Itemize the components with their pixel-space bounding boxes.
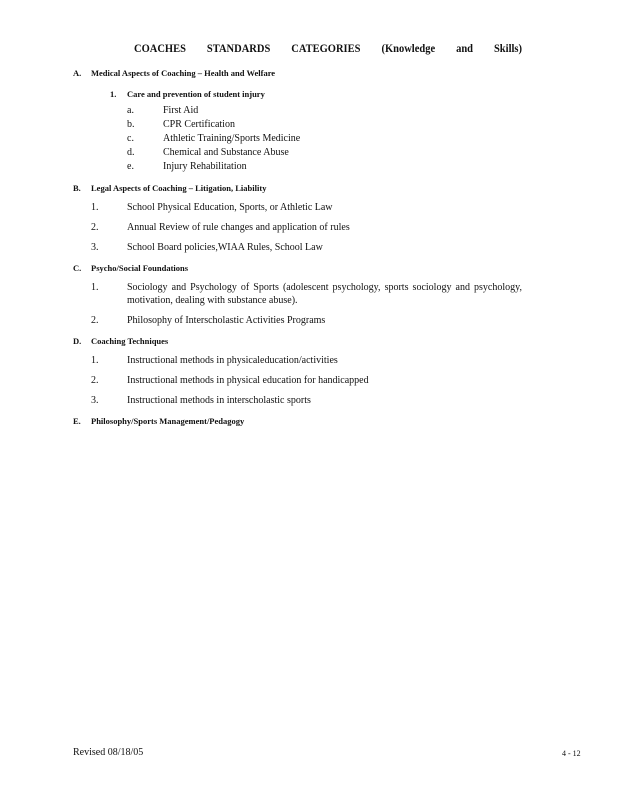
- list-item: [127, 147, 289, 158]
- section-letter: E.: [73, 416, 81, 426]
- list-item: [127, 161, 247, 172]
- title-word: COACHES: [134, 43, 186, 56]
- page-number: 4 - 12: [562, 749, 581, 758]
- item-text: Sociology and Psychology of Sports (adolescent psychology, sports sociology and psychology, motivation, dealing with substance abuse).: [127, 282, 522, 306]
- list-item: [91, 281, 522, 307]
- section-a-subheading: [110, 89, 265, 99]
- section-letter: D.: [73, 336, 82, 346]
- item-marker: 1.: [91, 355, 99, 366]
- list-item: [91, 241, 522, 254]
- item-marker: b.: [127, 119, 135, 130]
- item-marker: d.: [127, 147, 135, 158]
- section-a-heading: [73, 68, 528, 78]
- list-item: [91, 374, 522, 387]
- list-item: [127, 119, 235, 130]
- section-letter: C.: [73, 263, 82, 273]
- section-letter: A.: [73, 68, 82, 78]
- item-text: Chemical and Substance Abuse: [163, 147, 289, 158]
- section-letter: B.: [73, 183, 81, 193]
- list-item: [91, 354, 522, 367]
- list-item: [127, 105, 198, 116]
- section-e-heading: [73, 416, 528, 426]
- title-word: CATEGORIES: [291, 43, 361, 56]
- item-marker: 2.: [91, 375, 99, 386]
- subheading-number: 1.: [110, 89, 117, 99]
- item-text: Annual Review of rule changes and application of rules: [127, 222, 350, 233]
- subheading-text: Care and prevention of student injury: [127, 89, 265, 99]
- item-text: Instructional methods in interscholastic sports: [127, 395, 311, 406]
- item-marker: 1.: [91, 282, 99, 293]
- section-title: Coaching Techniques: [91, 336, 169, 346]
- list-item: [91, 201, 522, 214]
- revision-date: Revised 08/18/05: [73, 747, 144, 758]
- item-text: School Board policies,WIAA Rules, School Law: [127, 242, 323, 253]
- item-text: First Aid: [163, 105, 199, 116]
- title-word: and: [456, 43, 474, 56]
- section-title: Medical Aspects of Coaching – Health and Welfare: [91, 68, 276, 78]
- list-item: [127, 133, 300, 144]
- item-text: Philosophy of Interscholastic Activities Programs: [127, 315, 326, 326]
- item-marker: 1.: [91, 202, 99, 213]
- list-item: [91, 394, 522, 407]
- title-word: Skills): [493, 43, 522, 56]
- section-c-heading: [73, 263, 528, 273]
- item-marker: c.: [127, 133, 134, 144]
- title-word: STANDARDS: [206, 43, 271, 56]
- item-text: Athletic Training/Sports Medicine: [163, 133, 301, 144]
- item-text: Instructional methods in physicaleducation/activities: [127, 355, 338, 366]
- item-marker: 2.: [91, 222, 99, 233]
- section-b-heading: [73, 183, 528, 193]
- item-marker: a.: [127, 105, 134, 116]
- item-text: Injury Rehabilitation: [163, 161, 247, 172]
- page-title: [134, 44, 522, 56]
- list-item: [91, 314, 522, 327]
- item-text: Instructional methods in physical education for handicapped: [127, 375, 369, 386]
- item-marker: 2.: [91, 315, 99, 326]
- item-marker: e.: [127, 161, 134, 172]
- section-title: Psycho/Social Foundations: [91, 263, 189, 273]
- item-marker: 3.: [91, 242, 99, 253]
- item-marker: 3.: [91, 395, 99, 406]
- section-d-heading: [73, 336, 528, 346]
- item-text: School Physical Education, Sports, or Athletic Law: [127, 202, 333, 213]
- list-item: [91, 221, 522, 234]
- title-word: (Knowledge: [381, 43, 436, 56]
- section-title: Legal Aspects of Coaching – Litigation, Liability: [91, 183, 267, 193]
- section-title: Philosophy/Sports Management/Pedagogy: [91, 416, 245, 426]
- item-text: CPR Certification: [163, 119, 235, 130]
